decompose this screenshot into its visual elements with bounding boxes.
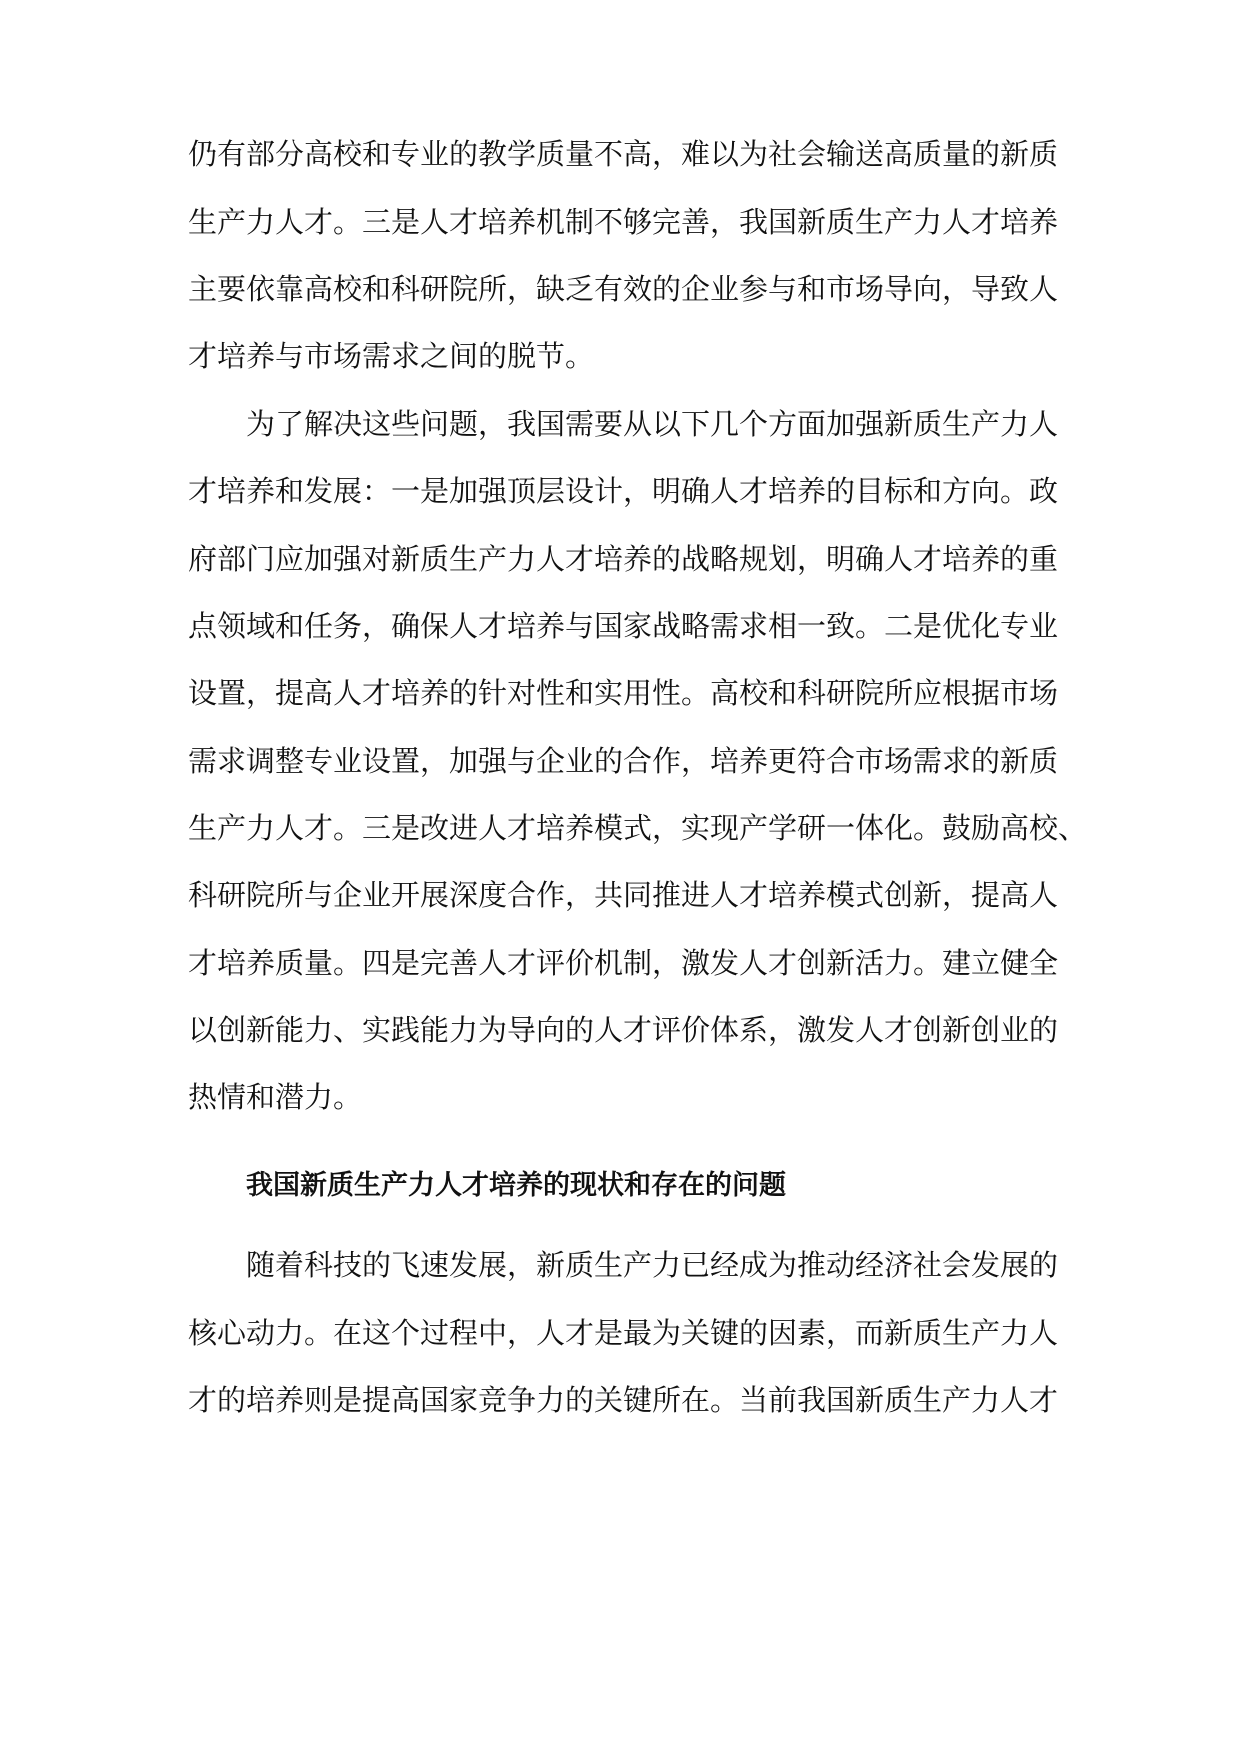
text-line: 为了解决这些问题，我国需要从以下几个方面加强新质生产力人 [246,407,1059,441]
section-heading: 我国新质生产力人才培养的现状和存在的问题 [246,1170,786,1201]
text-line: 生产力人才。三是改进人才培养模式，实现产学研一体化。鼓励高校、 [188,811,1088,845]
text-line: 设置，提高人才培养的针对性和实用性。高校和科研院所应根据市场 [188,676,1059,710]
text-line: 才培养和发展：一是加强顶层设计，明确人才培养的目标和方向。政 [188,474,1059,508]
text-line: 热情和潜力。 [188,1080,363,1114]
text-line: 点领域和任务，确保人才培养与国家战略需求相一致。二是优化专业 [188,609,1059,643]
text-line: 随着科技的飞速发展，新质生产力已经成为推动经济社会发展的 [246,1248,1059,1282]
text-line: 科研院所与企业开展深度合作，共同推进人才培养模式创新，提高人 [188,878,1059,912]
text-line: 府部门应加强对新质生产力人才培养的战略规划，明确人才培养的重 [188,542,1059,576]
text-line: 以创新能力、实践能力为导向的人才评价体系，激发人才创新创业的 [188,1013,1059,1047]
text-line: 才培养与市场需求之间的脱节。 [188,339,595,373]
text-line: 仍有部分高校和专业的教学质量不高，难以为社会输送高质量的新质 [188,137,1059,171]
text-line: 主要依靠高校和科研院所，缺乏有效的企业参与和市场导向，导致人 [188,272,1059,306]
text-line: 才的培养则是提高国家竞争力的关键所在。当前我国新质生产力人才 [188,1383,1059,1417]
text-line: 才培养质量。四是完善人才评价机制，激发人才创新活力。建立健全 [188,946,1059,980]
text-line: 核心动力。在这个过程中，人才是最为关键的因素，而新质生产力人 [188,1316,1059,1350]
text-line: 需求调整专业设置，加强与企业的合作，培养更符合市场需求的新质 [188,744,1059,778]
text-line: 生产力人才。三是人才培养机制不够完善，我国新质生产力人才培养 [188,205,1059,239]
